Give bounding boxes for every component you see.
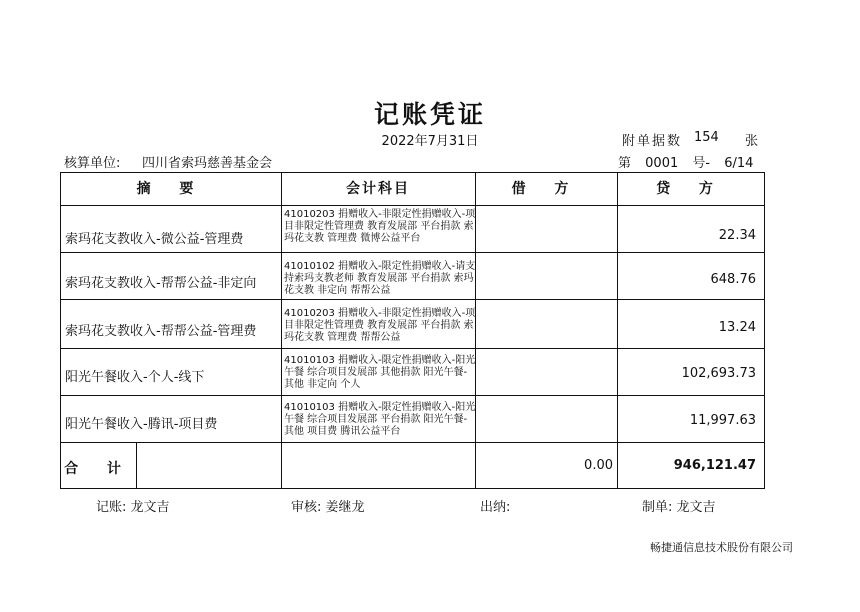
row-divider: [61, 299, 764, 300]
reviewer-signature: 审核: 姜继龙: [291, 500, 365, 515]
row-summary: 索玛花支教收入-帮帮公益-管理费: [65, 324, 257, 339]
row-subject: 41010203 捐赠收入-非限定性捐赠收入-项目非限定性管理费 教育发展部 平台捐款 索玛花支教 管理费 帮帮公益: [284, 308, 476, 343]
row-divider: [61, 395, 764, 396]
total-credit: 946,121.47: [673, 458, 756, 473]
cashier-signature: 出纳:: [480, 500, 511, 515]
row-summary: 阳光午餐收入-个人-线下: [65, 370, 205, 385]
row-subject: 41010102 捐赠收入-限定性捐赠收入-请支持索玛支教老师 教育发展部 平台捐款 索玛花支教 非定向 帮帮公益: [284, 261, 476, 296]
row-divider: [61, 348, 764, 349]
total-debit: 0.00: [584, 458, 613, 473]
voucher-date: 2022年7月31日: [381, 134, 479, 149]
column-header-credit: 贷 方: [656, 181, 725, 197]
preparer-signature: 制单: 龙文吉: [642, 500, 716, 515]
voucher-prefix: 第: [618, 156, 632, 171]
row-summary: 索玛花支教收入-帮帮公益-非定向: [65, 276, 257, 291]
column-divider: [281, 173, 282, 488]
column-header-subject: 会计科目: [346, 181, 410, 197]
voucher-no: 0001: [645, 156, 679, 171]
voucher-table: [60, 172, 765, 489]
accounting-unit-value: 四川省索玛慈善基金会: [142, 156, 273, 171]
row-credit: 22.34: [718, 228, 756, 243]
row-credit: 13.24: [718, 320, 756, 335]
voucher-mid: 号-: [692, 156, 711, 171]
row-divider: [61, 205, 764, 206]
column-header-debit: 借 方: [511, 181, 581, 197]
row-divider: [61, 442, 764, 443]
voucher-title: 记账凭证: [373, 100, 486, 129]
column-divider: [617, 173, 618, 488]
attachments-unit: 张: [745, 134, 759, 149]
row-subject: 41010103 捐赠收入-限定性捐赠收入-阳光午餐 综合项目发展部 其他捐款 阳光午餐-其他 非定向 个人: [284, 355, 476, 390]
row-summary: 索玛花支教收入-微公益-管理费: [65, 232, 244, 247]
column-header-summary: 摘 要: [136, 181, 206, 197]
attachments-label: 附单据数: [622, 134, 683, 149]
row-credit: 102,693.73: [681, 366, 756, 381]
software-vendor: 畅捷通信息技术股份有限公司: [650, 541, 793, 554]
row-subject: 41010203 捐赠收入-非限定性捐赠收入-项目非限定性管理费 教育发展部 平台捐款 索玛花支教 管理费 微博公益平台: [284, 209, 476, 244]
voucher-number: [618, 152, 763, 171]
row-credit: 648.76: [710, 272, 756, 287]
row-credit: 11,997.63: [689, 413, 756, 428]
total-divider: [136, 442, 137, 488]
attachments-count: 154: [694, 130, 719, 145]
voucher-page: 6/14: [724, 156, 754, 171]
total-label: 合 计: [64, 461, 133, 477]
row-summary: 阳光午餐收入-腾讯-项目费: [65, 417, 218, 432]
accounting-unit-label: 核算单位:: [64, 156, 121, 171]
bookkeeper-signature: 记账: 龙文吉: [96, 500, 170, 515]
row-subject: 41010103 捐赠收入-限定性捐赠收入-阳光午餐 综合项目发展部 平台捐款 阳光午餐-其他 项目费 腾讯公益平台: [284, 402, 476, 437]
row-divider: [61, 252, 764, 253]
